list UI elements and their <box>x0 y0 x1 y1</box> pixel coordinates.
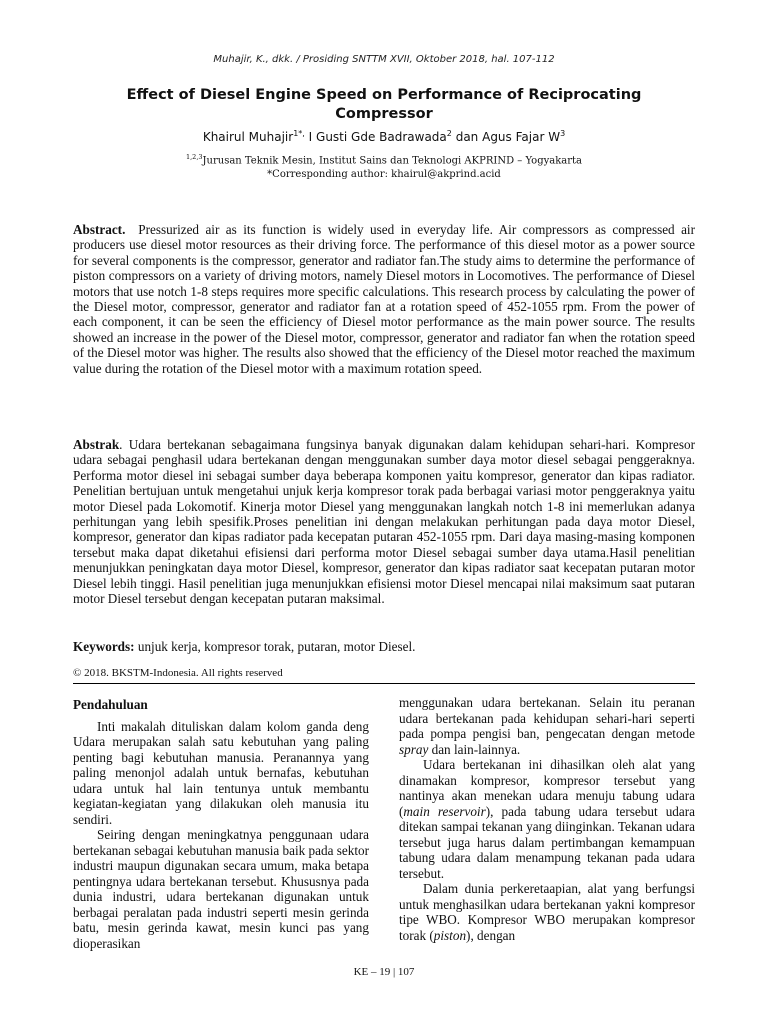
paragraph-emphasis: piston <box>433 927 467 943</box>
abstract-text: Pressurized air as its function is widely used in everyday life. Air compressors as compressed air producers use diesel motor resources as their driving force. The performance of this diesel motor as a power source for several components is the compressor, generator and radiator fan.The study aims to determine the performance of piston compressors on a variety of driving motors, namely Diesel motors in Locomotives. The performance of Diesel motors that use notch 1-8 steps requires more specific calculations. This research process by calculating the power of the Diesel motor, compressor, generator and radiator fan at a rotation speed of 452-1055 rpm. From the power of each component, it can be seen the efficiency of Diesel motor performance as the main power source. The results showed an increase in the power of the Diesel motor, compressor, generator and radiator fan when the rotation speed of the Diesel motor was higher. The results also showed that the efficiency of the Diesel motor reached the maximum value during the rotation of the Diesel motor with a maximum rotation speed. <box>73 222 695 376</box>
paragraph-text: Dalam dunia perkeretaapian, alat yang berfungsi untuk menghasilkan udara bertekanan yakni kompresor tipe WBO. Kompresor WBO merupakan kompresor torak ( <box>399 881 695 943</box>
abstrak-text: . Udara bertekanan sebagaimana fungsinya banyak digunakan dalam kehidupan sehari-hari. Kompresor udara sebagai penghasil udara bertekanan dengan menggunakan sumber daya motor diesel sebagai penggeraknya. Performa motor diesel ini sebagai sumber daya beberapa komponen yaitu kompresor, generator dan kipas radiator. Penelitian bertujuan untuk mengetahui unjuk kerja kompresor torak pada berbagai variasi motor penggeraknya yaitu motor Diesel pada Lokomotif. Kinerja motor Diesel yang menggunakan langkah notch 1-8 ini memerlukan adanya perhitungan yang lebih spesifik.Proses penelitian ini dengan melakukan perhitungan pada daya motor Diesel, kompresor, generator dan kipas radiator pada kecepatan putaran 452-1055 rpm. Dari daya masing-masing komponen tersebut maka dapat diketahui efisiensi dari performa motor Diesel sebagai sumber daya utama.Hasil penelitian menunjukkan peningkatan daya motor Diesel, kompresor, generator dan kipas radiator saat kecepatan putaran motor Diesel lebih tinggi. Hasil penelitian juga menunjukkan efisiensi motor Diesel mencapai nilai maksimum saat putaran motor Diesel tersebut dengan kecepatan putaran maksimal. <box>73 437 695 607</box>
corresponding-author: *Corresponding author: khairul@akprind.acid <box>267 169 501 181</box>
author-1-mark: 1*, <box>293 129 305 138</box>
abstrak-label: Abstrak <box>73 437 120 452</box>
paragraph: Seiring dengan meningkatnya penggunaan udara bertekanan sebagai kebutuhan manusia baik pada sektor industri maupun digunakan secara umum, maka betapa pentingnya udara bertekanan tersebut. Khususnya pada dunia industri, udara bertekanan digunakan untuk berbagai peralatan pada industri seperti mesin gerinda batu, mesin gerinda kawat, mesin kunci pas yang dioperasikan <box>73 827 369 951</box>
paper-title: Effect of Diesel Engine Speed on Performance of Reciprocating Compressor <box>126 87 642 122</box>
paragraph: Inti makalah dituliskan dalam kolom ganda deng Udara merupakan salah satu kebutuhan yang paling penting bagi kebutuhan manusia. Peranannya yang paling menonjol adalah untuk bernafas, kebutuhan udara untuk hal lain tentunya untuk membantu kegiatan-kegiatan yang dilakukan oleh manusia itu sendiri. <box>73 718 369 827</box>
body-column-right <box>399 695 695 943</box>
paragraph <box>399 695 695 757</box>
paragraph-text: menggunakan udara bertekanan. Selain itu peranan udara bertekanan pada kehidupan sehari-hari seperti pada pompa pengisi ban, pengecatan dengan metode <box>399 695 695 741</box>
paragraph-emphasis: main reservoir <box>403 803 486 819</box>
paragraph <box>399 881 695 943</box>
abstract-label: Abstract. <box>73 222 126 237</box>
paragraph-text: ), pada tabung udara tersebut udara ditekan sampai tekanan yang diinginkan. Tekanan udara tersebut juga harus dalam pertimbangan kemampuan tabung udara dalam menampung tekanan pada udara tersebut. <box>399 803 695 881</box>
author-3: Agus Fajar W <box>482 130 561 144</box>
paragraph-emphasis: spray <box>399 741 429 757</box>
section-divider <box>73 683 695 684</box>
section-heading: Pendahuluan <box>73 697 148 712</box>
author-2: I Gusti Gde Badrawada <box>308 130 447 144</box>
keywords-text: unjuk kerja, kompresor torak, putaran, motor Diesel. <box>134 639 416 654</box>
paragraph <box>399 757 695 881</box>
running-header: Muhajir, K., dkk. / Prosiding SNTTM XVII, Oktober 2018, hal. 107-112 <box>213 54 555 65</box>
keywords <box>73 639 695 654</box>
author-1: Khairul Muhajir <box>202 130 294 144</box>
author-3-mark: 3 <box>560 129 566 138</box>
keywords-label: Keywords: <box>73 639 135 654</box>
author-2-mark: 2 <box>446 129 452 138</box>
affiliation-line <box>0 150 768 168</box>
body-column-left <box>73 695 369 951</box>
page-footer: KE – 19 | 107 <box>353 966 415 978</box>
author-joiner: dan <box>455 130 479 144</box>
abstract-english <box>73 222 695 376</box>
paragraph-text: dan lain-lainnya. <box>428 741 521 757</box>
affiliation-mark: 1,2,3 <box>185 153 203 161</box>
paragraph-text: Udara bertekanan ini dihasilkan oleh alat yang dinamakan kompresor, kompresor tersebut yang nantinya akan menekan udara menuju tabung udara ( <box>399 757 695 819</box>
copyright-notice: © 2018. BKSTM-Indonesia. All rights reserved <box>73 667 283 679</box>
affiliation-block <box>0 150 768 182</box>
abstract-indonesian <box>73 437 695 606</box>
paragraph-text: ), dengan <box>466 927 516 943</box>
author-line <box>0 129 768 144</box>
affiliation-text: Jurusan Teknik Mesin, Institut Sains dan Teknologi AKPRIND – Yogyakarta <box>202 155 582 167</box>
